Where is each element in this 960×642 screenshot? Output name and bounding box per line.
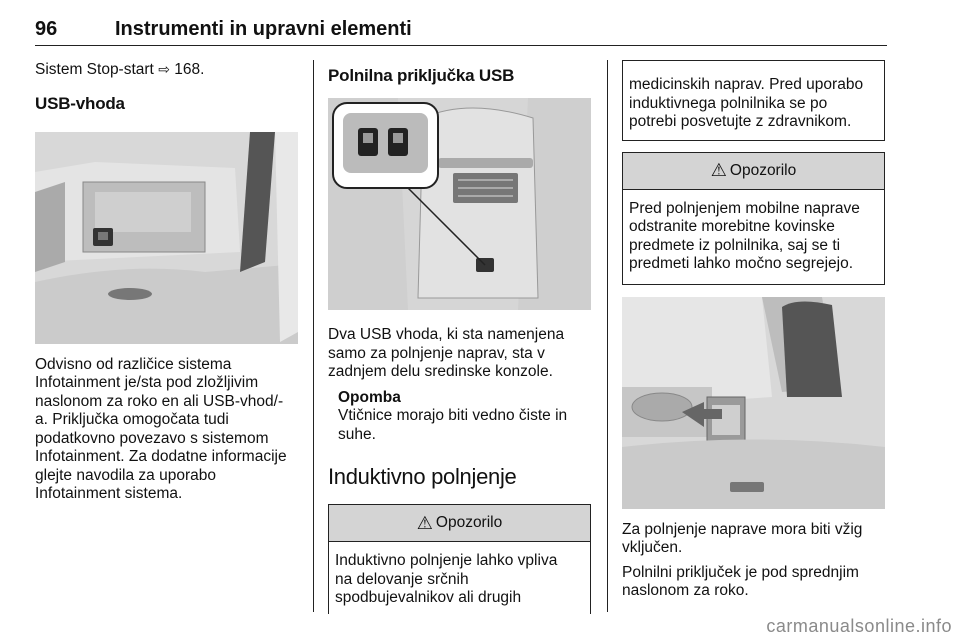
text-line: zadnjem delu sredinske konzole. bbox=[328, 363, 553, 380]
inductive-charging-heading: Induktivno polnjenje bbox=[328, 464, 517, 489]
rear-console-usb-illustration bbox=[328, 98, 591, 310]
text-line: Infotainment. Za dodatne informacije bbox=[35, 448, 287, 465]
column-divider-1 bbox=[313, 60, 314, 612]
watermark: carmanualsonline.info bbox=[766, 616, 952, 636]
text-line: vključen. bbox=[622, 539, 683, 556]
column-1 bbox=[35, 60, 298, 504]
text-line: samo za polnjenje naprav, sta v bbox=[328, 344, 545, 362]
crossref-page[interactable]: 168. bbox=[174, 61, 205, 78]
warning-title: Opozorilo bbox=[435, 514, 503, 531]
text-line: potrebi posvetujte z zdravnikom. bbox=[629, 113, 852, 130]
warning-box-2 bbox=[622, 152, 885, 285]
warning-body bbox=[329, 542, 590, 618]
warning-triangle-icon: ⚠ bbox=[710, 160, 727, 180]
usb-heading: USB-vhoda bbox=[35, 93, 125, 113]
crossref-arrow-icon: ⇨ bbox=[158, 61, 170, 77]
text-line: medicinskih naprav. Pred uporabo bbox=[629, 76, 864, 93]
text-line: na delovanje srčnih bbox=[335, 570, 469, 588]
warning-body bbox=[623, 190, 884, 284]
ignition-paragraph bbox=[622, 521, 885, 558]
note-block bbox=[328, 389, 591, 445]
text-line: predmeti lahko močno segrejejo. bbox=[629, 255, 854, 272]
warning-title: Opozorilo bbox=[729, 161, 797, 179]
text-line: Infotainment je/sta pod zložljivim bbox=[35, 374, 259, 391]
text-line: Odvisno od različice sistema bbox=[35, 355, 232, 373]
charger-location-paragraph bbox=[622, 564, 885, 601]
warning-box bbox=[328, 504, 591, 614]
text-line: Za polnjenje naprave mora biti vžig bbox=[622, 520, 863, 538]
text-line: induktivnega polnilnika se po bbox=[629, 94, 828, 112]
charging-ports-paragraph bbox=[328, 326, 591, 382]
text-line: glejte navodila za uporabo bbox=[35, 466, 216, 484]
crossref-line bbox=[35, 60, 298, 80]
charging-ports-heading: Polnilna priključka USB bbox=[328, 66, 515, 85]
column-2 bbox=[328, 60, 591, 614]
usb-port-illustration bbox=[35, 132, 298, 344]
text-line: Pred polnjenjem mobilne naprave bbox=[629, 199, 860, 217]
text-line: Infotainment sistema. bbox=[35, 485, 183, 502]
text-line: naslonom za roko. bbox=[622, 582, 749, 599]
text-line: naslonom za roko en ali USB-vhod/- bbox=[35, 392, 284, 410]
warning-header bbox=[623, 152, 884, 190]
text-line: predmete iz polnilnika, saj se ti bbox=[629, 236, 841, 254]
note-title: Opomba bbox=[338, 388, 401, 406]
text-line: Vtičnice morajo biti vedno čiste in bbox=[338, 407, 568, 424]
column-divider-2 bbox=[607, 60, 608, 612]
warning-header bbox=[329, 504, 590, 542]
text-line: spodbujevalnikov ali drugih bbox=[335, 589, 522, 606]
page-header bbox=[35, 12, 887, 46]
text-line: Induktivno polnjenje lahko vpliva bbox=[335, 552, 558, 569]
text-line: Polnilni priključek je pod sprednjim bbox=[622, 563, 859, 581]
page-number: 96 bbox=[35, 18, 58, 40]
text-line: suhe. bbox=[338, 425, 376, 443]
text-line: a. Priključka omogočata tudi bbox=[35, 411, 229, 428]
text-line: Dva USB vhoda, ki sta namenjena bbox=[328, 326, 565, 343]
column-3 bbox=[622, 60, 885, 601]
text-line: podatkovno povezavo s sistemom bbox=[35, 429, 269, 447]
usb-paragraph bbox=[35, 356, 298, 504]
inductive-charger-illustration bbox=[622, 297, 885, 509]
text-line: odstranite morebitne kovinske bbox=[629, 218, 835, 235]
warning-triangle-icon: ⚠ bbox=[416, 512, 433, 533]
section-title: Instrumenti in upravni elementi bbox=[115, 18, 412, 40]
crossref-text: Sistem Stop-start bbox=[35, 61, 154, 78]
warning-continuation-box bbox=[622, 60, 885, 141]
